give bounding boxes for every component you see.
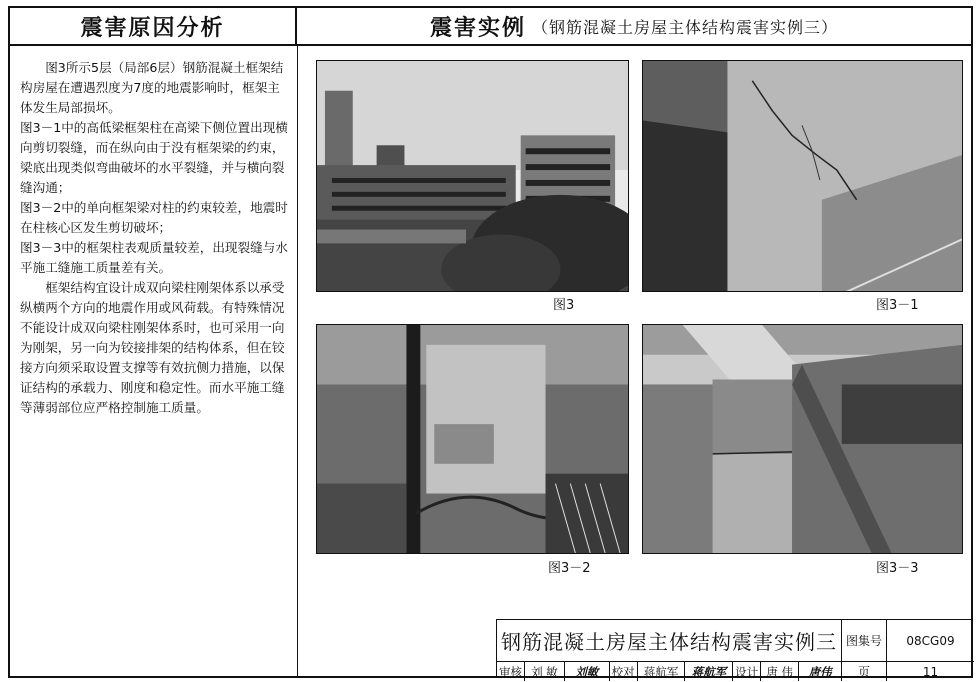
photo-caption-3-1: 图3－1 bbox=[876, 298, 919, 313]
photo-column-crack bbox=[642, 60, 963, 292]
review-signature: 刘敏 bbox=[565, 662, 610, 681]
left-header bbox=[10, 8, 297, 46]
design-signature: 唐伟 bbox=[808, 664, 832, 679]
design-label: 设计 bbox=[733, 662, 761, 681]
left-header-title: 震害原因分析 bbox=[80, 15, 225, 41]
page-label: 页 bbox=[842, 662, 887, 681]
design-name: 唐 伟 bbox=[761, 662, 799, 681]
check-name: 蒋航军 bbox=[638, 662, 686, 681]
photo-building-view bbox=[316, 60, 629, 292]
signature-row bbox=[497, 662, 842, 681]
analysis-paragraph-5: 框架结构宜设计成双向梁柱刚架体系以承受纵横两个方向的地震作用或风荷载。有特殊情况不能设计成双向梁柱刚架体系时，也可采用一向为刚架，另一向为铰接排架的结构体系，但在铰接方向须采取设置支撑等有效抗侧力措施，以保证结构的承载力、刚度和稳定性。而水平施工缝等薄弱部位应严格控制施工质量。 bbox=[20, 280, 285, 415]
review-label: 审核 bbox=[497, 662, 525, 681]
column-divider bbox=[297, 44, 298, 676]
title-block-main-title: 钢筋混凝土房屋主体结构震害实例三 bbox=[497, 620, 842, 662]
atlas-number: 08CG09 bbox=[887, 620, 974, 662]
analysis-paragraph-3: 图3－2中的单向框架梁对柱的约束较差，地震时在柱核心区发生剪切破坏； bbox=[20, 200, 288, 235]
drawing-frame bbox=[8, 6, 973, 678]
page-number: 11 bbox=[922, 664, 939, 679]
analysis-paragraph-2: 图3－1中的高低梁框架柱在高梁下侧位置出现横向剪切裂缝，而在纵向由于没有框架梁的约束，梁底出现类似弯曲破坏的水平裂缝，并与横向裂缝沟通； bbox=[20, 120, 288, 195]
right-header-subtitle: （钢筋混凝土房屋主体结构震害实例三） bbox=[532, 17, 839, 37]
photo-joint-failure bbox=[316, 324, 629, 554]
photo-caption-3-3: 图3－3 bbox=[876, 561, 919, 576]
check-signature: 蒋航军 bbox=[685, 662, 733, 681]
analysis-paragraph-1: 图3所示5层（局部6层）钢筋混凝土框架结构房屋在遭遇烈度为7度的地震影响时，框架主体发生局部损坏。 bbox=[20, 60, 284, 115]
analysis-text bbox=[20, 58, 290, 418]
check-label: 校对 bbox=[610, 662, 638, 681]
title-block bbox=[496, 619, 971, 679]
photo-column-surface bbox=[642, 324, 963, 554]
photo-caption-3: 图3 bbox=[553, 298, 575, 313]
review-name: 刘 敏 bbox=[525, 662, 565, 681]
photo-caption-3-2: 图3－2 bbox=[548, 561, 591, 576]
analysis-paragraph-4: 图3－3中的框架柱表观质量较差，出现裂缝与水平施工缝施工质量差有关。 bbox=[20, 240, 288, 275]
right-header-title: 震害实例 bbox=[429, 15, 526, 41]
atlas-label: 图集号 bbox=[842, 620, 887, 662]
right-header bbox=[297, 8, 971, 46]
